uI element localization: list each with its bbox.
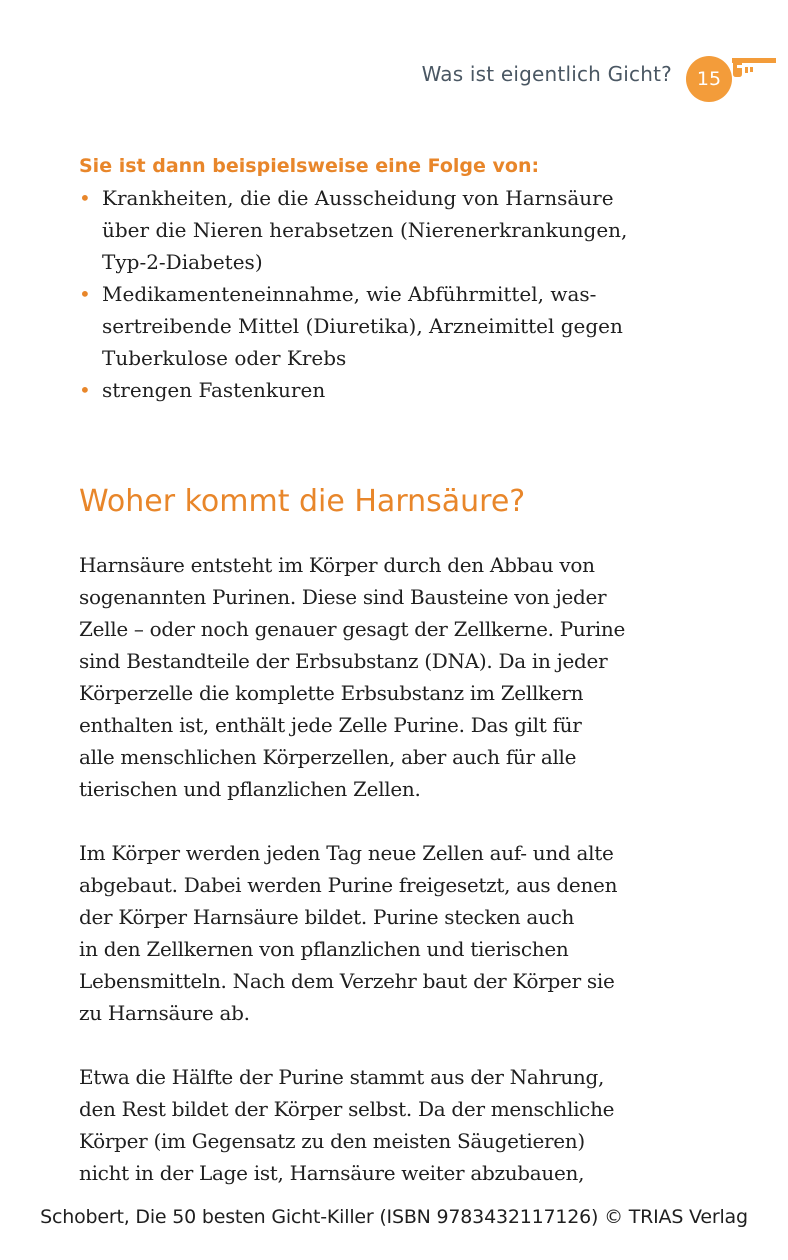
list-item-text: strengen Fastenkuren xyxy=(102,378,326,402)
list-item xyxy=(79,182,719,278)
body-paragraph: Harnsäure entsteht im Körper durch den Abbau von sogenannten Purinen. Diese sind Bausteine von jeder Zelle – oder noch genauer gesagt der Zellkerne. Purine sind Bestandteile der Erbsubstanz (DNA). Da in jeder Körperzelle die komplette Erbsubstanz im Zellkern enthalten ist, enthält jede Zelle Purine. Das gilt für alle menschlichen Körperzellen, aber auch für alle tierischen und pflanzlichen Zellen. xyxy=(79,553,625,801)
intro-lead: Sie ist dann beispielsweise eine Folge von: xyxy=(79,155,540,177)
list-item-text: Medikamenteneinnahme, wie Abführmittel, was- sertreibende Mittel (Diuretika), Arzneimittel gegen Tuberkulose oder Krebs xyxy=(102,282,623,370)
section-heading: Woher kommt die Harnsäure? xyxy=(79,484,526,519)
trias-key-icon xyxy=(728,52,780,78)
bullet-icon: • xyxy=(79,378,91,402)
body-paragraph: Etwa die Hälfte der Purine stammt aus der Nahrung, den Rest bildet der Körper selbst. Da der menschliche Körper (im Gegensatz zu den meisten Säugetieren) nicht in der Lage ist, Harnsäure weiter abzubauen, xyxy=(79,1065,615,1185)
bullet-icon: • xyxy=(79,282,91,306)
bullet-icon: • xyxy=(79,186,91,210)
page-number-badge: 15 xyxy=(686,56,732,102)
page-content xyxy=(79,150,719,1189)
list-item xyxy=(79,278,719,374)
body-paragraph: Im Körper werden jeden Tag neue Zellen auf- und alte abgebaut. Dabei werden Purine freigesetzt, aus denen der Körper Harnsäure bildet. Purine stecken auch in den Zellkernen von pflanzlichen und tierischen Lebensmitteln. Nach dem Verzehr baut der Körper sie zu Harnsäure ab. xyxy=(79,841,618,1025)
list-item xyxy=(79,374,719,406)
running-title: Was ist eigentlich Gicht? xyxy=(421,62,672,86)
citation-footer: Schobert, Die 50 besten Gicht-Killer (ISBN 9783432117126) © TRIAS Verlag xyxy=(40,1206,748,1228)
cause-list xyxy=(79,182,719,406)
list-item-text: Krankheiten, die die Ausscheidung von Harnsäure über die Nieren herabsetzen (Nierenerkrankungen, Typ-2-Diabetes) xyxy=(102,186,628,274)
